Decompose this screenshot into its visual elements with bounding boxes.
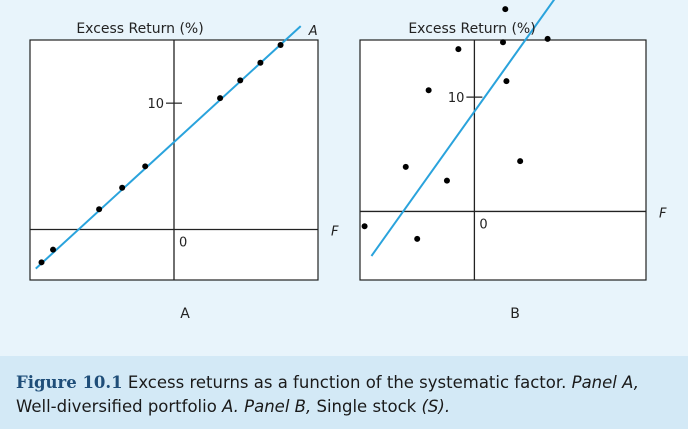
panel-a-data-point-5 (142, 163, 148, 169)
caption-panel-a-text: Well-diversified portfolio (16, 397, 217, 416)
panel-a-data-point-9 (278, 42, 284, 48)
figure-caption (16, 371, 676, 419)
caption-panel-a-prefix: Panel A, (571, 373, 639, 392)
panel-b-data-point-4 (426, 87, 432, 93)
caption-lead: Excess returns as a function of the systematic factor. (127, 373, 567, 392)
panel-a-data-point-6 (217, 95, 223, 101)
caption-panel-a-symbol: A. (222, 397, 239, 416)
panel-a-data-point-1 (39, 259, 45, 265)
panel-b-data-point-7 (500, 39, 506, 45)
panel-a-data-point-7 (237, 77, 243, 83)
panel-b-origin-label: 0 (479, 217, 488, 233)
caption-panel-b-symbol: (S). (421, 397, 451, 416)
panel-a-title: Excess Return (%) (76, 21, 204, 37)
panel-a-line-label: A (308, 24, 318, 40)
panel-a-x-label: F (331, 224, 339, 240)
caption-panel-b-text: Single stock (316, 397, 417, 416)
panel-b-data-point-5 (444, 178, 450, 184)
panel-b-data-point-6 (455, 46, 461, 52)
panel-b-title: Excess Return (%) (408, 21, 536, 37)
panel-a-data-point-3 (96, 206, 102, 212)
panel-b-y-tick-label: 10 (447, 91, 465, 107)
panel-b-data-point-9 (503, 78, 509, 84)
panel-b-data-point-2 (403, 164, 409, 170)
figure-number: Figure 10.1 (16, 373, 123, 392)
panel-b-x-label: F (659, 206, 667, 222)
panel-a-data-point-8 (257, 60, 263, 66)
panel-b-data-point-12 (545, 36, 551, 42)
panel-a-panel-label: A (180, 306, 190, 322)
panel-b-data-point-1 (362, 223, 368, 229)
panel-b-panel-label: B (510, 306, 520, 322)
panel-b-data-point-8 (502, 6, 508, 12)
panel-a-data-point-4 (119, 185, 125, 191)
panel-b-data-point-3 (414, 236, 420, 242)
panel-b-data-point-10 (517, 158, 523, 164)
panel-a-y-tick-label: 10 (147, 97, 164, 113)
panel-a-origin-label: 0 (179, 235, 188, 251)
caption-panel-b-prefix: Panel B, (244, 397, 312, 416)
panel-b-frame (360, 40, 646, 280)
panel-a-data-point-2 (50, 247, 56, 253)
